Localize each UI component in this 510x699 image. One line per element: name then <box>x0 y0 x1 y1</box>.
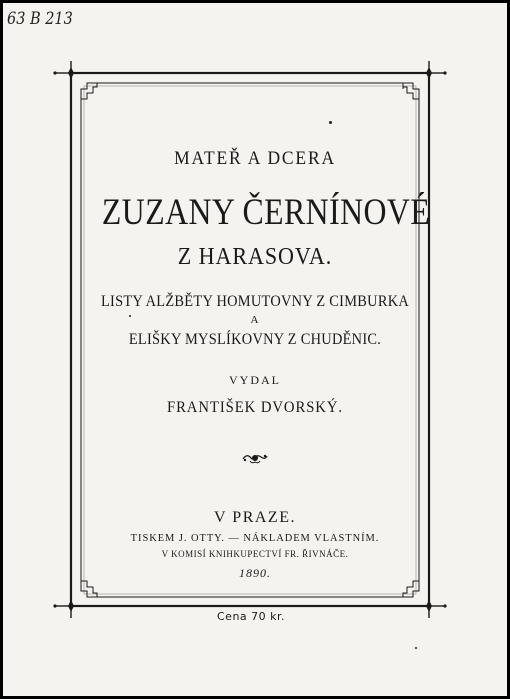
imprint-city: V PRAZE. <box>214 509 296 526</box>
library-shelfmark: 63 B 213 <box>7 9 73 29</box>
subtitle-line-2: ELIŠKY MYSLÍKOVNY Z CHUDĚNIC. <box>128 331 382 348</box>
main-title: ZUZANY ČERNÍNOVÉ <box>101 192 431 233</box>
subtitle-line-1: LISTY ALŽBĚTY HOMUTOVNY Z CIMBURKA <box>100 293 410 310</box>
price-label: Cena 70 kr. <box>217 610 286 623</box>
title-line-3: Z HARASOVA. <box>177 244 333 270</box>
imprint-year: 1890. <box>239 566 271 580</box>
title-page <box>3 3 507 696</box>
editor-label: VYDAL <box>229 373 281 387</box>
subtitle-conjunction: A <box>250 314 260 326</box>
title-line-1: MATEŘ A DCERA <box>174 148 336 169</box>
editor-name: FRANTIŠEK DVORSKÝ. <box>166 399 344 416</box>
ink-speck <box>129 315 131 317</box>
imprint-printer: TISKEM J. OTTY. — NÁKLADEM VLASTNÍM. <box>130 532 380 544</box>
imprint-commission: V KOMISÍ KNIHKUPECTVÍ FR. ŘIVNÁČE. <box>161 549 349 559</box>
ink-speck <box>415 647 417 649</box>
ink-speck <box>329 121 332 124</box>
floral-ornament-icon <box>241 451 269 465</box>
decorative-border <box>3 3 507 696</box>
